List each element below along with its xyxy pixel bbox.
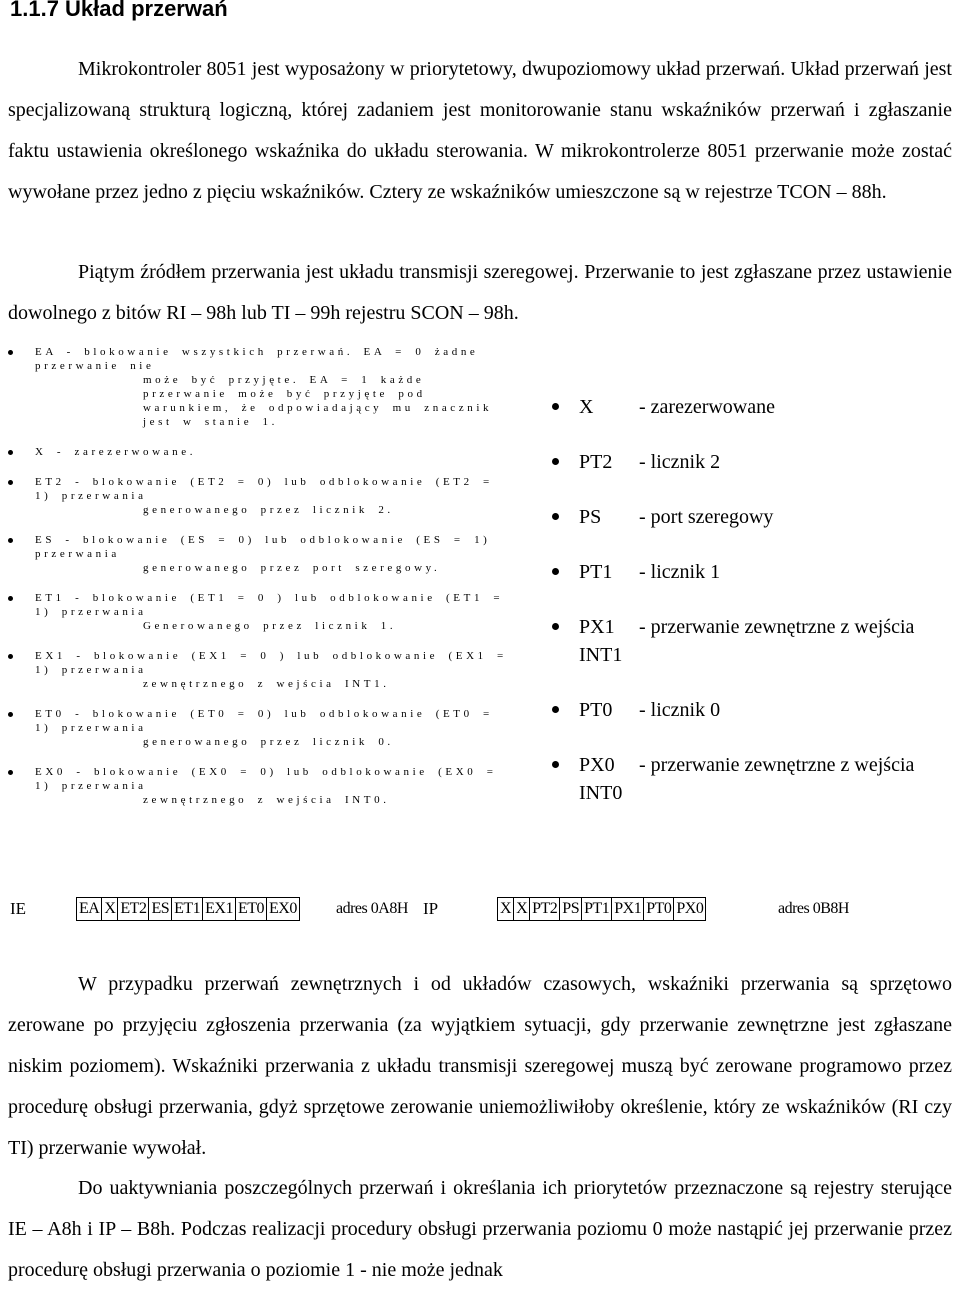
ie-bit-continuation: generowanego przez licznik 0. bbox=[143, 736, 394, 748]
ie-bit-item bbox=[8, 591, 518, 633]
ie-register-address: adres 0A8H bbox=[336, 900, 408, 917]
flags-paragraph: W przypadku przerwań zewnętrznych i od układów czasowych, wskaźniki przerwania są sprzętowo zerowane po przyjęciu zgłoszenia przerwania (za wyjątkiem sytuacji, gdy przerwanie zewnętrzne jest zgłaszane niskim poziomem). Wskaźniki przerwania z układu transmisji szeregowej muszą być zerowane programowo przez procedurę obsługi przerwania, gdyż sprzętowe zerowanie uniemożliwiłoby określenie, który ze wskaźników (RI czy TI) przerwanie wywołał. bbox=[8, 973, 952, 1159]
ip-register-address: adres 0B8H bbox=[778, 900, 849, 917]
ie-bit-text: ET2 bbox=[35, 476, 65, 488]
ip-register-cell: PT0 bbox=[644, 898, 674, 920]
ie-bit-continuation: zewnętrznego z wejścia INT1. bbox=[143, 678, 390, 690]
ie-bit-text: X bbox=[35, 446, 47, 458]
ie-register-cell: EX1 bbox=[203, 898, 236, 920]
ie-bit-text: - blokowanie (ET1 = 0 ) lub odblokowanie (ET1 = 1) przerwania bbox=[35, 592, 504, 618]
ie-bit-text: - blokowanie wszystkich przerwań. EA = 0 żadne przerwanie nie bbox=[35, 346, 479, 372]
ip-register-cell: PT1 bbox=[582, 898, 612, 920]
ie-bit-item bbox=[8, 707, 518, 749]
ie-bit-text: - blokowanie (ES = 0) lub odblokowanie (ES = 1) przerwania bbox=[35, 534, 491, 560]
ie-bit-item bbox=[8, 345, 518, 429]
ie-bit-text: - blokowanie (ET0 = 0) lub odblokowanie (ET0 = 1) przerwania bbox=[35, 708, 493, 734]
ie-bit-item bbox=[8, 475, 518, 517]
ip-bit-name: PX1 bbox=[579, 616, 615, 638]
ip-bit-item bbox=[552, 503, 952, 531]
ie-bit-continuation: generowanego przez licznik 2. bbox=[143, 504, 394, 516]
ip-register-cell: PS bbox=[560, 898, 582, 920]
ie-register-cell: X bbox=[102, 898, 118, 920]
ie-register-box bbox=[76, 897, 300, 921]
ip-bit-list bbox=[552, 393, 952, 834]
ie-bit-item bbox=[8, 533, 518, 575]
ip-bit-item bbox=[552, 613, 952, 669]
ie-bit-item bbox=[8, 445, 518, 459]
ip-register-cell: PX0 bbox=[676, 900, 704, 917]
ie-bit-text: - blokowanie (EX1 = 0 ) lub odblokowanie (EX1 = 1) przerwania bbox=[35, 650, 507, 676]
ip-bit-name: PT2 bbox=[579, 451, 613, 473]
ip-register-box bbox=[497, 897, 706, 921]
ip-bit-name: PX0 bbox=[579, 754, 615, 776]
ie-bit-text: ES bbox=[35, 534, 56, 546]
ip-bit-item bbox=[552, 558, 952, 586]
ip-bit-item bbox=[552, 751, 952, 807]
serial-paragraph: Piątym źródłem przerwania jest układu transmisji szeregowej. Przerwanie to jest zgłaszane przez ustawienie dowolnego z bitów RI – 98h lub TI – 99h rejestru SCON – 98h. bbox=[8, 261, 952, 324]
ip-bit-item bbox=[552, 696, 952, 724]
ie-bit-continuation: zewnętrznego z wejścia INT0. bbox=[143, 794, 390, 806]
ip-register-cell: PX1 bbox=[612, 898, 644, 920]
ie-bit-continuation: Generowanego przez licznik 1. bbox=[143, 620, 397, 632]
ie-register-cell: EA bbox=[77, 898, 102, 920]
ie-bit-item bbox=[8, 649, 518, 691]
ie-register-cell: ET2 bbox=[118, 898, 149, 920]
register-diagrams bbox=[0, 896, 960, 924]
ip-bit-name: PT0 bbox=[579, 699, 613, 721]
ip-bit-desc: - licznik 0 bbox=[639, 699, 721, 721]
ip-bit-desc: - przerwanie zewnętrzne z wejścia INT1 bbox=[579, 616, 915, 666]
ie-bit-continuation: generowanego przez port szeregowy. bbox=[143, 562, 441, 574]
ie-bit-continuation: może być przyjęte. EA = 1 każde przerwanie może być przyjęte pod warunkiem, że odpowiadający mu znacznik jest w stanie 1. bbox=[143, 374, 493, 428]
ip-register-cell: X bbox=[514, 898, 530, 920]
ip-register-cell: PT2 bbox=[530, 898, 560, 920]
ip-bit-item bbox=[552, 448, 952, 476]
ie-bit-text: ET1 bbox=[35, 592, 65, 604]
ip-bit-desc: - licznik 2 bbox=[639, 451, 721, 473]
ip-bit-item bbox=[552, 393, 952, 421]
intro-paragraph: Mikrokontroler 8051 jest wyposażony w priorytetowy, dwupoziomowy układ przerwań. Układ przerwań jest specjalizowaną strukturą logiczną, której zadaniem jest monitorowanie stanu wskaźników przerwań i zgłaszanie faktu ustawienia określonego wskaźnika do układu sterowania. W mikrokontrolerze 8051 przerwanie może zostać wywołane przez jedno z pięciu wskaźników. Cztery ze wskaźników umieszczone są w rejestrze TCON – 88h. bbox=[8, 58, 952, 203]
ie-bit-item bbox=[8, 765, 518, 807]
ip-bit-name: X bbox=[579, 396, 594, 418]
ip-bit-name: PT1 bbox=[579, 561, 613, 583]
ie-register-cell: EX0 bbox=[269, 900, 297, 917]
ip-bit-desc: - port szeregowy bbox=[639, 506, 774, 528]
ie-bit-text: - blokowanie (ET2 = 0) lub odblokowanie (ET2 = 1) przerwania bbox=[35, 476, 493, 502]
ip-bit-desc: - zarezerwowane bbox=[639, 396, 776, 418]
ie-bit-text: - blokowanie (EX0 = 0) lub odblokowanie (EX0 = 1) przerwania bbox=[35, 766, 497, 792]
control-paragraph: Do uaktywniania poszczególnych przerwań i określania ich priorytetów przeznaczone są rejestry sterujące IE – A8h i IP – B8h. Podczas realizacji procedury obsługi przerwania poziomu 0 może nastąpić jej przerwanie przez procedurę obsługi przerwania o poziomie 1 - nie może jednak bbox=[8, 1177, 952, 1281]
ip-register-label: IP bbox=[423, 899, 439, 918]
ie-bit-text: EA bbox=[35, 346, 57, 358]
ip-register-cell: X bbox=[498, 898, 514, 920]
ie-bit-list bbox=[8, 345, 518, 823]
ie-bit-text: ET0 bbox=[35, 708, 65, 720]
ie-register-cell: ES bbox=[149, 898, 172, 920]
ie-register-cell: ET0 bbox=[236, 898, 267, 920]
ie-register-cell: ET1 bbox=[172, 898, 203, 920]
ip-bit-desc: - przerwanie zewnętrzne z wejścia INT0 bbox=[579, 754, 915, 804]
section-heading: 1.1.7 Układ przerwań bbox=[10, 0, 228, 21]
ip-bit-name: PS bbox=[579, 506, 602, 528]
ie-bit-text: EX1 bbox=[35, 650, 66, 662]
ip-bit-desc: - licznik 1 bbox=[639, 561, 721, 583]
ie-register-label: IE bbox=[10, 899, 27, 918]
ie-bit-text: EX0 bbox=[35, 766, 66, 778]
ie-bit-text: - zarezerwowane. bbox=[56, 446, 197, 458]
